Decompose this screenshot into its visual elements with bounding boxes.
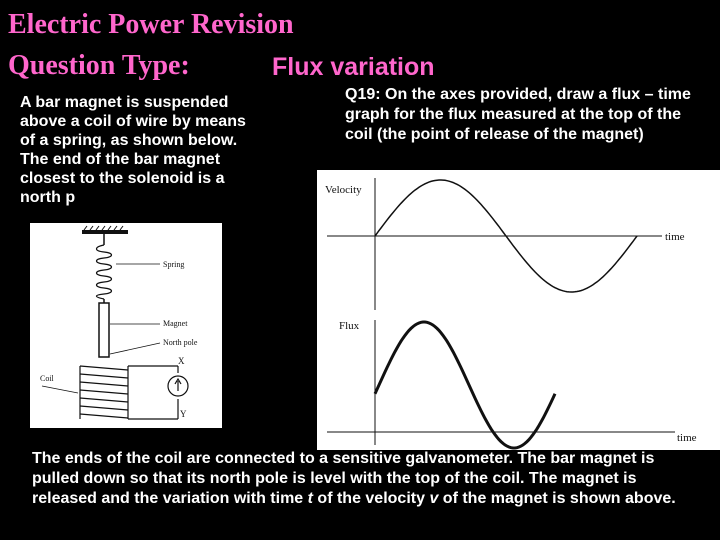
description-text: A bar magnet is suspended above a coil of wire by means of a spring, as shown below. The end of the bar magnet closest to the solenoid is a north p [20, 94, 246, 206]
velocity-flux-graphs [317, 170, 720, 450]
apparatus-svg [30, 223, 222, 428]
support-bar [82, 230, 128, 234]
title-line-2: Question Type: [8, 50, 190, 81]
apparatus-diagram [30, 223, 222, 428]
terminal-x-label: X [178, 356, 185, 366]
flux-axis-label: Flux [339, 320, 360, 332]
north-pole-label: North pole [163, 338, 198, 347]
magnet-label: Magnet [163, 319, 188, 328]
question-text: Q19: On the axes provided, draw a flux – time graph for the flux measured at the top of the coil (the point of release of the magnet) [345, 86, 691, 143]
bottom-text: The ends of the coil are connected to a sensitive galvanometer. The bar magnet is pulled down so that its north pole is level with the top of the coil. The magnet is released and the variation with time t of the velocity v of the magnet is shown above. [32, 450, 676, 507]
coil-label: Coil [40, 374, 54, 383]
terminal-y-label: Y [180, 409, 187, 419]
coil [80, 366, 128, 419]
flux-curve [375, 322, 555, 448]
spring [97, 245, 112, 299]
velocity-time-label: time [665, 231, 685, 243]
velocity-axis-label: Velocity [325, 184, 362, 196]
support-hatching [84, 226, 123, 230]
bar-magnet [99, 303, 109, 357]
flux-time-label: time [677, 432, 697, 444]
galvanometer-circuit [128, 366, 188, 419]
spring-label: Spring [163, 260, 185, 269]
graphs-svg [317, 170, 720, 450]
title-line-1: Electric Power Revision [8, 9, 294, 40]
question-type: Flux variation [272, 53, 435, 81]
